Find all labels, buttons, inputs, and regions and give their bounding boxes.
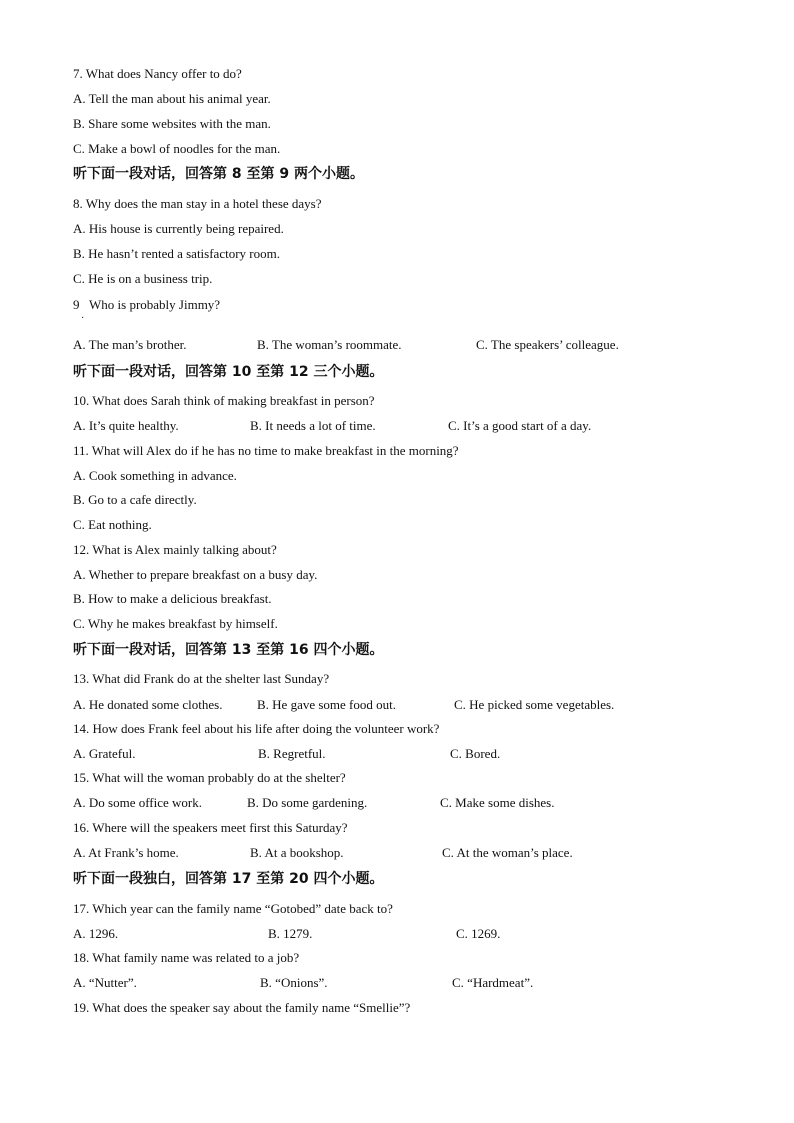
question-11-stem: 11. What will Alex do if he has no time to make breakfast in the morning?	[73, 443, 459, 458]
question-8-option-c: C. He is on a business trip.	[73, 271, 213, 286]
question-14-stem: 14. How does Frank feel about his life after doing the volunteer work?	[73, 721, 440, 736]
question-16-option-b: B. At a bookshop.	[250, 845, 344, 860]
question-12-option-a: A. Whether to prepare breakfast on a busy day.	[73, 567, 318, 582]
question-12-stem: 12. What is Alex mainly talking about?	[73, 542, 277, 557]
question-14-option-a: A. Grateful.	[73, 746, 136, 761]
question-13-option-b: B. He gave some food out.	[257, 697, 397, 712]
question-18-stem: 18. What family name was related to a job?	[73, 950, 300, 965]
section-heading-17-20: 听下面一段独白，回答第 17 至第 20 四个小题。	[73, 871, 384, 887]
question-13-option-c: C. He picked some vegetables.	[454, 697, 615, 712]
question-7-stem: 7. What does Nancy offer to do?	[73, 66, 242, 81]
question-17-option-c: C. 1269.	[456, 926, 501, 941]
question-11-option-a: A. Cook something in advance.	[73, 468, 237, 483]
question-15-option-c: C. Make some dishes.	[440, 795, 555, 810]
question-9-option-c: C. The speakers’ colleague.	[476, 337, 619, 352]
question-7-option-b: B. Share some websites with the man.	[73, 116, 271, 131]
question-8-option-a: A. His house is currently being repaired.	[73, 221, 284, 236]
question-13-stem: 13. What did Frank do at the shelter last Sunday?	[73, 671, 330, 686]
question-16-option-a: A. At Frank’s home.	[73, 845, 179, 860]
section-heading-13-16: 听下面一段对话，回答第 13 至第 16 四个小题。	[73, 642, 384, 658]
question-16-option-c: C. At the woman’s place.	[442, 845, 573, 860]
question-10-option-c: C. It’s a good start of a day.	[448, 418, 592, 433]
question-7-option-c: C. Make a bowl of noodles for the man.	[73, 141, 281, 156]
question-9-stem: 9 Who is probably Jimmy?	[73, 297, 221, 312]
question-14-option-b: B. Regretful.	[258, 746, 326, 761]
section-heading-8-9: 听下面一段对话，回答第 8 至第 9 两个小题。	[73, 166, 364, 182]
question-12-option-c: C. Why he makes breakfast by himself.	[73, 616, 278, 631]
question-11-option-c: C. Eat nothing.	[73, 517, 152, 532]
question-19-stem: 19. What does the speaker say about the family name “Smellie”?	[73, 1000, 411, 1015]
question-15-option-a: A. Do some office work.	[73, 795, 203, 810]
question-17-stem: 17. Which year can the family name “Gotobed” date back to?	[73, 901, 393, 916]
question-15-stem: 15. What will the woman probably do at the shelter?	[73, 770, 346, 785]
question-16-stem: 16. Where will the speakers meet first this Saturday?	[73, 820, 348, 835]
question-18-option-c: C. “Hardmeat”.	[452, 975, 534, 990]
question-10-stem: 10. What does Sarah think of making breakfast in person?	[73, 393, 375, 408]
stray-dot: ·	[81, 313, 85, 324]
question-9-option-b: B. The woman’s roommate.	[257, 337, 402, 352]
question-9-option-a: A. The man’s brother.	[73, 337, 187, 352]
question-8-option-b: B. He hasn’t rented a satisfactory room.	[73, 246, 280, 261]
question-17-option-b: B. 1279.	[268, 926, 313, 941]
question-11-option-b: B. Go to a cafe directly.	[73, 492, 197, 507]
question-13-option-a: A. He donated some clothes.	[73, 697, 223, 712]
question-17-option-a: A. 1296.	[73, 926, 119, 941]
question-12-option-b: B. How to make a delicious breakfast.	[73, 591, 272, 606]
question-10-option-a: A. It’s quite healthy.	[73, 418, 179, 433]
question-18-option-a: A. “Nutter”.	[73, 975, 137, 990]
question-14-option-c: C. Bored.	[450, 746, 501, 761]
section-heading-10-12: 听下面一段对话，回答第 10 至第 12 三个小题。	[73, 364, 384, 380]
question-7-option-a: A. Tell the man about his animal year.	[73, 91, 271, 106]
question-15-option-b: B. Do some gardening.	[247, 795, 368, 810]
question-18-option-b: B. “Onions”.	[260, 975, 328, 990]
question-10-option-b: B. It needs a lot of time.	[250, 418, 376, 433]
question-8-stem: 8. Why does the man stay in a hotel these days?	[73, 196, 322, 211]
